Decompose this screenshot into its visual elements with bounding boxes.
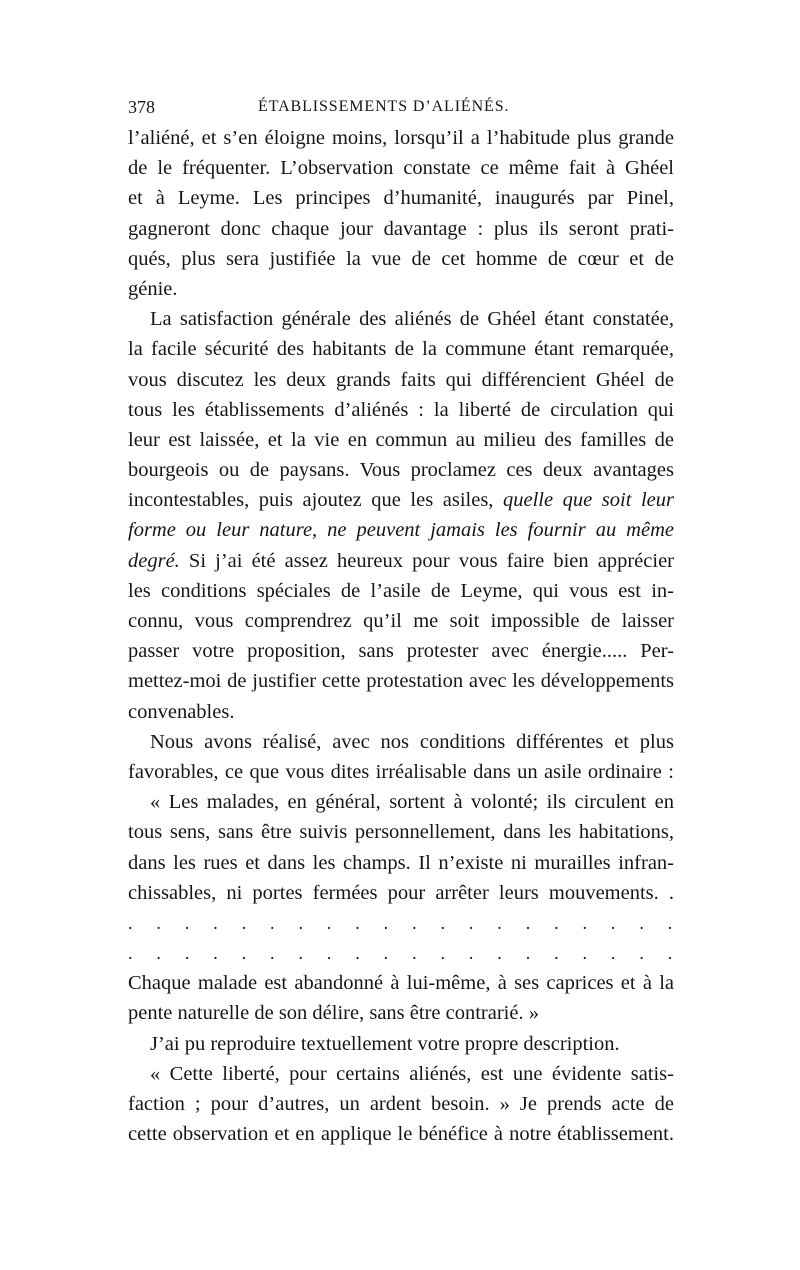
ellipsis-dot: . bbox=[554, 912, 559, 933]
ellipsis-dot: . bbox=[128, 943, 133, 964]
ellipsis-dot: . bbox=[298, 943, 303, 964]
text-line: leur est laissée, et la vie en commun au milieu des familles de bbox=[128, 428, 674, 451]
ellipsis-dot: . bbox=[241, 943, 247, 964]
quote-line: pente naturelle de son délire, sans être contrarié. » bbox=[128, 1002, 539, 1025]
ellipsis-dot: . bbox=[213, 912, 218, 933]
text-line: mettez-moi de justifier cette protestation avec les développements bbox=[128, 670, 674, 693]
quote-line: Chaque malade est abandonné à lui-même, à ses caprices et à la bbox=[128, 972, 674, 995]
text-line: gagneront donc chaque jour davantage : plus ils seront prati- bbox=[128, 217, 674, 240]
text-line: les conditions spéciales de l’asile de Leyme, qui vous est in- bbox=[128, 579, 674, 602]
ellipsis-dot: . bbox=[298, 912, 303, 933]
text-line bbox=[128, 546, 674, 576]
ellipsis-dot: . bbox=[383, 943, 389, 964]
ellipsis-dot: . bbox=[497, 943, 502, 964]
ellipsis-dot: . bbox=[468, 912, 474, 933]
ellipsis-dot: . bbox=[326, 912, 332, 933]
ellipsis-dot: . bbox=[525, 912, 531, 933]
ellipsis-dot: . bbox=[582, 943, 587, 964]
quote-line: « Les malades, en général, sortent à volonté; ils circulent en bbox=[150, 791, 674, 814]
italic-segment: quelle que soit leur bbox=[502, 489, 674, 512]
italic-segment: degré. bbox=[128, 549, 180, 572]
ellipsis-dot: . bbox=[525, 943, 531, 964]
ellipsis-dot: . bbox=[667, 943, 673, 964]
page-body bbox=[128, 123, 674, 1149]
text-line: La satisfaction générale des aliénés de Ghéel étant constatée, bbox=[150, 308, 674, 331]
ellipsis-dot: . bbox=[184, 912, 190, 933]
text-line: qués, plus sera justifiée la vue de cet homme de cœur et de bbox=[128, 247, 674, 270]
quote-line: « Cette liberté, pour certains aliénés, est une évidente satis- bbox=[150, 1062, 674, 1085]
ellipsis-dot: . bbox=[156, 912, 161, 933]
ellipsis-dot: . bbox=[667, 912, 673, 933]
book-page bbox=[128, 92, 674, 1149]
ellipsis-dot: . bbox=[497, 912, 502, 933]
text-line: passer votre proposition, sans protester avec énergie..... Per- bbox=[128, 640, 674, 663]
quote-line: tous sens, sans être suivis personnellement, dans les habitations, bbox=[128, 821, 674, 844]
text-line: tous les établissements d’aliénés : la liberté de circulation qui bbox=[128, 398, 674, 421]
page-header bbox=[128, 92, 674, 122]
quote-line: dans les rues et dans les champs. Il n’existe ni murailles infran- bbox=[128, 851, 674, 874]
italic-line: forme ou leur nature, ne peuvent jamais les fournir au même bbox=[128, 519, 674, 542]
page-number: 378 bbox=[128, 97, 155, 117]
ellipsis-dot: . bbox=[554, 943, 559, 964]
ellipsis-dot: . bbox=[128, 912, 133, 933]
ellipsis-dot: . bbox=[412, 912, 417, 933]
ellipsis-dot: . bbox=[383, 912, 389, 933]
text-line: favorables, ce que vous dites irréalisable dans un asile ordinaire : bbox=[128, 760, 674, 783]
ellipsis-dot: . bbox=[639, 943, 644, 964]
text-segment: Si j’ai été assez heureux pour vous faire bien apprécier bbox=[179, 549, 674, 572]
text-line: bourgeois ou de paysans. Vous proclamez ces deux avantages bbox=[128, 459, 674, 482]
text-line: de le fréquenter. L’observation constate ce même fait à Ghéel bbox=[128, 157, 674, 180]
ellipsis-dot: . bbox=[355, 943, 360, 964]
ellipsis-dot: . bbox=[582, 912, 587, 933]
text-line: convenables. bbox=[128, 700, 235, 723]
running-head: ÉTABLISSEMENTS D’ALIÉNÉS. bbox=[258, 98, 510, 115]
ellipsis-dot: . bbox=[156, 943, 161, 964]
ellipsis-dot: . bbox=[468, 943, 474, 964]
ellipsis-dot: . bbox=[270, 943, 275, 964]
ellipsis-dot: . bbox=[639, 912, 644, 933]
ellipsis-dot: . bbox=[610, 943, 616, 964]
ellipsis-dot: . bbox=[213, 943, 218, 964]
ellipsis-dot: . bbox=[241, 912, 247, 933]
text-line: l’aliéné, et s’en éloigne moins, lorsqu’il a l’habitude plus grande bbox=[128, 127, 674, 149]
text-line bbox=[128, 485, 674, 515]
text-line: connu, vous comprendrez qu’il me soit impossible de laisser bbox=[128, 610, 674, 632]
text-line: la facile sécurité des habitants de la commune étant remarquée, bbox=[128, 338, 674, 361]
ellipsis-dot: . bbox=[610, 912, 616, 933]
ellipsis-dot: . bbox=[184, 943, 190, 964]
ellipsis-dot: . bbox=[412, 943, 417, 964]
text-segment: incontestables, puis ajoutez que les asiles, bbox=[128, 489, 503, 512]
ellipsis-dot: . bbox=[355, 912, 360, 933]
text-line: génie. bbox=[128, 277, 178, 300]
ellipsis-row bbox=[128, 938, 674, 968]
text-line: Nous avons réalisé, avec nos conditions différentes et plus bbox=[150, 730, 674, 753]
ellipsis-dot: . bbox=[326, 943, 332, 964]
ellipsis-dot: . bbox=[270, 912, 275, 933]
ellipsis-row bbox=[128, 908, 674, 938]
ellipsis-dot: . bbox=[440, 943, 445, 964]
text-line: cette observation et en applique le bénéfice à notre établissement. bbox=[128, 1123, 674, 1146]
text-line: vous discutez les deux grands faits qui différencient Ghéel de bbox=[128, 368, 674, 391]
text-line: J’ai pu reproduire textuellement votre propre description. bbox=[150, 1032, 620, 1055]
quote-line: chissables, ni portes fermées pour arrêter leurs mouvements. . bbox=[128, 881, 674, 904]
text-line: et à Leyme. Les principes d’humanité, inaugurés par Pinel, bbox=[128, 187, 674, 210]
ellipsis-dot: . bbox=[440, 912, 445, 933]
quote-line: faction ; pour d’autres, un ardent besoin. » Je prends acte de bbox=[128, 1093, 674, 1115]
